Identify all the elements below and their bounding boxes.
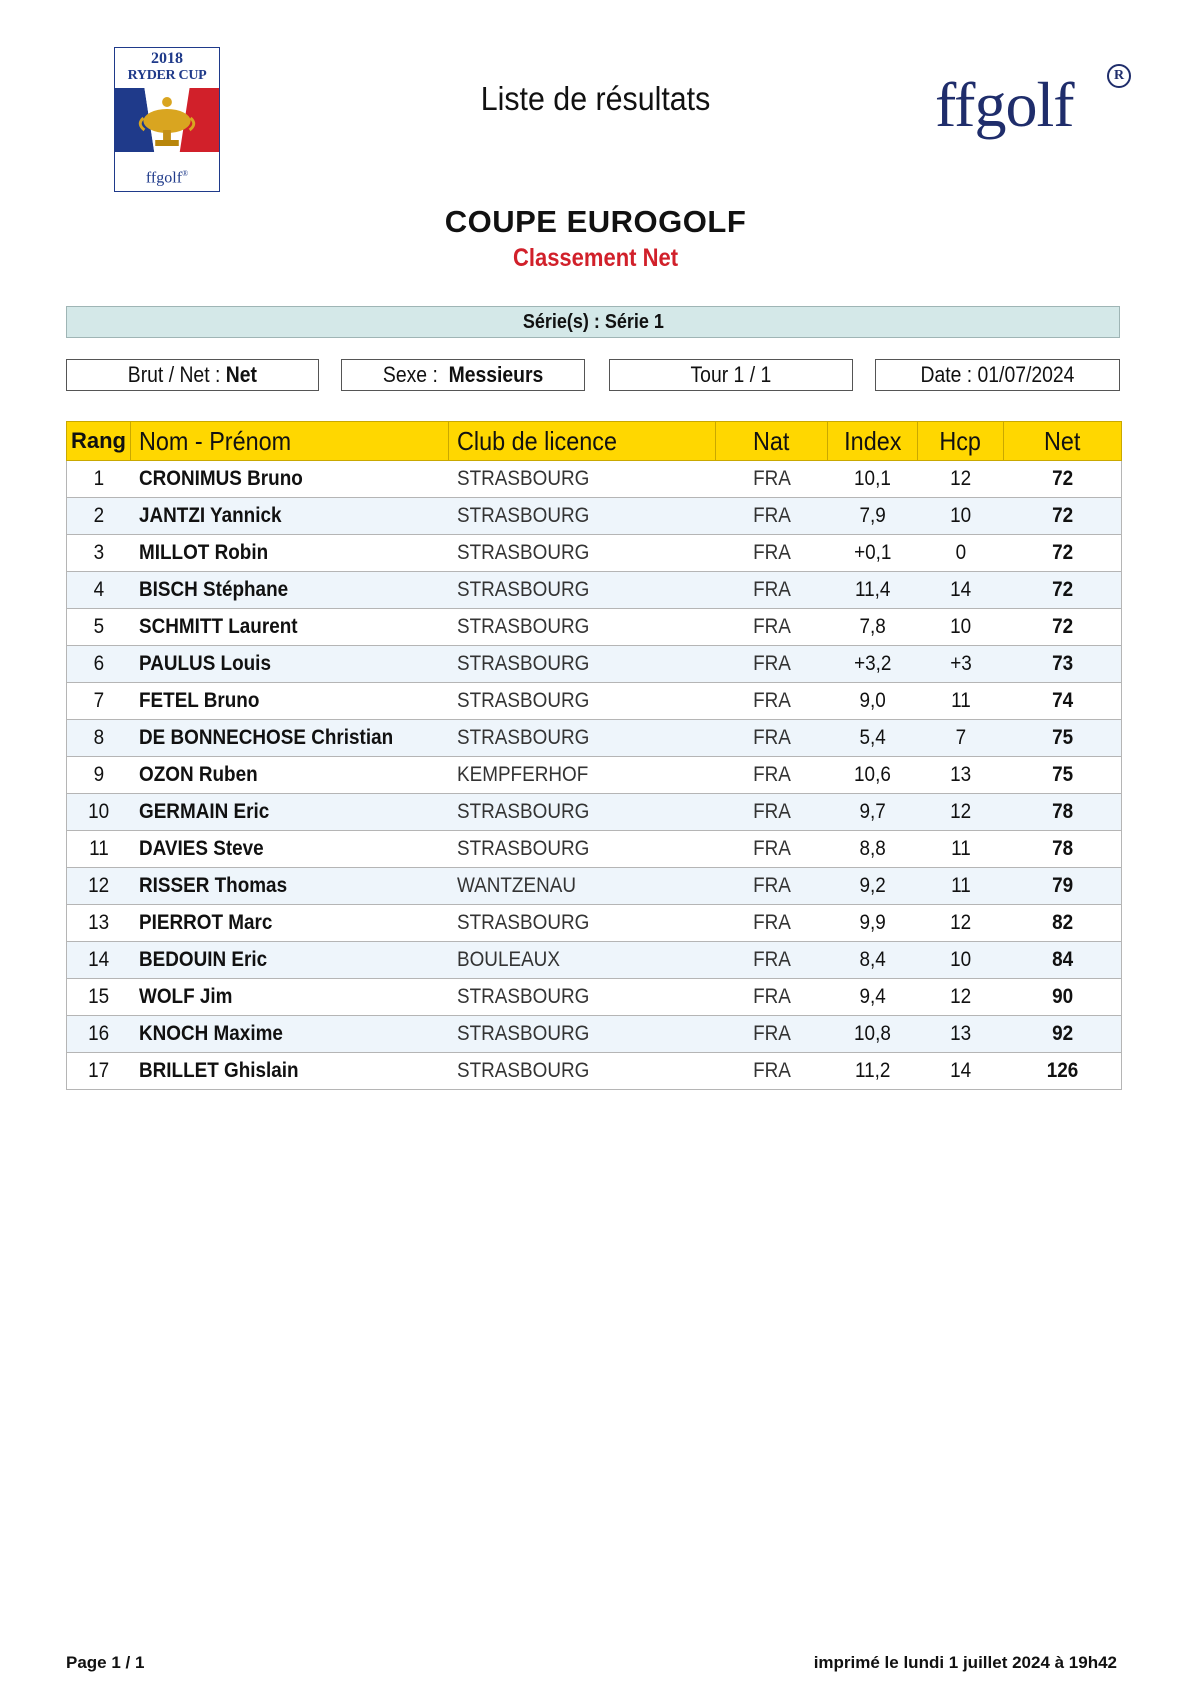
nationality-cell-text: FRA bbox=[752, 541, 791, 564]
player-name-cell-text: DE BONNECHOSE Christian bbox=[138, 726, 393, 749]
handicap-cell bbox=[918, 498, 1004, 535]
club-cell bbox=[449, 498, 716, 535]
header-name-label: Nom - Prénom bbox=[139, 425, 292, 456]
club-cell bbox=[449, 609, 716, 646]
rank-cell-text: 3 bbox=[93, 541, 105, 564]
index-cell bbox=[828, 979, 918, 1016]
table-row bbox=[67, 609, 1122, 646]
nationality-cell bbox=[716, 757, 828, 794]
header-name bbox=[131, 422, 449, 461]
table-row bbox=[67, 720, 1122, 757]
header-net-label: Net bbox=[1044, 425, 1081, 456]
serie-bar bbox=[66, 306, 1120, 338]
net-score-cell bbox=[1004, 683, 1122, 720]
net-score-cell bbox=[1004, 498, 1122, 535]
index-cell-text: 11,4 bbox=[854, 578, 891, 601]
club-cell bbox=[449, 757, 716, 794]
rank-cell bbox=[67, 868, 131, 905]
table-row bbox=[67, 535, 1122, 572]
net-score-cell bbox=[1004, 646, 1122, 683]
rank-cell bbox=[67, 905, 131, 942]
player-name-cell bbox=[131, 720, 449, 757]
net-score-cell bbox=[1004, 979, 1122, 1016]
table-row bbox=[67, 461, 1122, 498]
handicap-cell-text: 13 bbox=[949, 1022, 972, 1045]
handicap-cell-text: 11 bbox=[950, 837, 971, 860]
index-cell bbox=[828, 720, 918, 757]
player-name-cell-text: BRILLET Ghislain bbox=[138, 1059, 299, 1082]
header-nat-label: Nat bbox=[753, 425, 790, 456]
rank-cell bbox=[67, 942, 131, 979]
net-score-cell bbox=[1004, 794, 1122, 831]
header-rang-label: Rang bbox=[71, 428, 126, 453]
club-cell-text: STRASBOURG bbox=[456, 800, 589, 823]
rank-cell bbox=[67, 720, 131, 757]
logo-year: 2018 bbox=[151, 50, 183, 67]
handicap-cell bbox=[918, 461, 1004, 498]
rank-cell-text: 4 bbox=[93, 578, 105, 601]
competition-name: COUPE EUROGOLF bbox=[444, 204, 747, 239]
net-score-cell bbox=[1004, 572, 1122, 609]
table-row bbox=[67, 572, 1122, 609]
handicap-cell-text: 11 bbox=[950, 689, 971, 712]
player-name-cell bbox=[131, 942, 449, 979]
handicap-cell bbox=[918, 868, 1004, 905]
handicap-cell bbox=[918, 1016, 1004, 1053]
player-name-cell-text: BEDOUIN Eric bbox=[138, 948, 267, 971]
club-cell-text: STRASBOURG bbox=[456, 1059, 589, 1082]
page-title: Liste de résultats bbox=[480, 80, 711, 117]
header-hcp-label: Hcp bbox=[939, 425, 982, 456]
net-score-cell-text: 92 bbox=[1051, 1022, 1073, 1045]
player-name-cell-text: DAVIES Steve bbox=[138, 837, 264, 860]
brut-net-label: Brut / Net : bbox=[127, 362, 221, 387]
club-cell-text: STRASBOURG bbox=[456, 1022, 589, 1045]
player-name-cell bbox=[131, 535, 449, 572]
club-cell bbox=[449, 905, 716, 942]
index-cell bbox=[828, 683, 918, 720]
rank-cell bbox=[67, 1053, 131, 1090]
index-cell-text: +3,2 bbox=[853, 652, 892, 675]
net-score-cell-text: 78 bbox=[1051, 800, 1073, 823]
rank-cell-text: 13 bbox=[88, 911, 110, 934]
index-cell-text: 9,4 bbox=[859, 985, 886, 1008]
handicap-cell-text: 10 bbox=[949, 504, 972, 527]
nationality-cell bbox=[716, 720, 828, 757]
date-value: Date : 01/07/2024 bbox=[920, 362, 1075, 387]
player-name-cell-text: SCHMITT Laurent bbox=[138, 615, 298, 638]
index-cell bbox=[828, 498, 918, 535]
handicap-cell-text: 11 bbox=[950, 874, 971, 897]
rank-cell-text: 15 bbox=[88, 985, 110, 1008]
handicap-cell bbox=[918, 572, 1004, 609]
rank-cell bbox=[67, 1016, 131, 1053]
rank-cell bbox=[67, 757, 131, 794]
club-cell bbox=[449, 868, 716, 905]
index-cell-text: 9,9 bbox=[859, 911, 886, 934]
player-name-cell bbox=[131, 646, 449, 683]
player-name-cell-text: CRONIMUS Bruno bbox=[138, 467, 303, 490]
index-cell-text: +0,1 bbox=[853, 541, 892, 564]
club-cell-text: STRASBOURG bbox=[456, 541, 589, 564]
index-cell-text: 10,8 bbox=[854, 1022, 891, 1045]
header-net bbox=[1004, 422, 1122, 461]
index-cell bbox=[828, 831, 918, 868]
net-score-cell-text: 72 bbox=[1051, 467, 1073, 490]
rank-cell bbox=[67, 572, 131, 609]
player-name-cell-text: OZON Ruben bbox=[138, 763, 258, 786]
nationality-cell-text: FRA bbox=[752, 615, 791, 638]
table-row bbox=[67, 683, 1122, 720]
tour-box bbox=[609, 359, 853, 391]
index-cell-text: 9,0 bbox=[859, 689, 886, 712]
club-cell-text: STRASBOURG bbox=[456, 652, 589, 675]
classement-type: Classement Net bbox=[512, 244, 679, 272]
table-row bbox=[67, 794, 1122, 831]
nationality-cell-text: FRA bbox=[752, 837, 791, 860]
club-cell-text: STRASBOURG bbox=[456, 615, 589, 638]
index-cell bbox=[828, 1053, 918, 1090]
index-cell bbox=[828, 868, 918, 905]
handicap-cell bbox=[918, 905, 1004, 942]
rank-cell-text: 12 bbox=[88, 874, 110, 897]
handicap-cell bbox=[918, 942, 1004, 979]
logo-ffgolf-small-text: ffgolf bbox=[145, 169, 183, 186]
index-cell-text: 10,1 bbox=[854, 467, 891, 490]
player-name-cell bbox=[131, 461, 449, 498]
player-name-cell-text: PAULUS Louis bbox=[138, 652, 271, 675]
nationality-cell bbox=[716, 498, 828, 535]
club-cell-text: BOULEAUX bbox=[456, 948, 560, 971]
player-name-cell bbox=[131, 498, 449, 535]
club-cell-text: STRASBOURG bbox=[456, 504, 589, 527]
handicap-cell bbox=[918, 609, 1004, 646]
index-cell-text: 8,8 bbox=[859, 837, 886, 860]
ryder-cup-logo bbox=[114, 47, 220, 192]
player-name-cell bbox=[131, 1016, 449, 1053]
sexe-label: Sexe : bbox=[382, 362, 438, 387]
handicap-cell-text: 12 bbox=[949, 911, 972, 934]
table-row bbox=[67, 498, 1122, 535]
net-score-cell-text: 84 bbox=[1051, 948, 1073, 971]
header-rang bbox=[67, 422, 131, 461]
club-cell-text: STRASBOURG bbox=[456, 985, 589, 1008]
ffgolf-logo-text: ffgolf bbox=[935, 69, 1074, 140]
club-cell-text: STRASBOURG bbox=[456, 689, 589, 712]
club-cell bbox=[449, 942, 716, 979]
nationality-cell bbox=[716, 979, 828, 1016]
sexe-box bbox=[341, 359, 585, 391]
index-cell-text: 5,4 bbox=[859, 726, 886, 749]
handicap-cell bbox=[918, 720, 1004, 757]
index-cell-text: 10,6 bbox=[854, 763, 891, 786]
nationality-cell-text: FRA bbox=[752, 763, 791, 786]
brut-net-box bbox=[66, 359, 319, 391]
registered-mark-icon: R bbox=[1107, 64, 1131, 88]
results-table bbox=[66, 421, 1122, 1090]
club-cell-text: STRASBOURG bbox=[456, 911, 589, 934]
club-cell bbox=[449, 1016, 716, 1053]
club-cell bbox=[449, 720, 716, 757]
nationality-cell-text: FRA bbox=[752, 800, 791, 823]
club-cell-text: STRASBOURG bbox=[456, 726, 589, 749]
club-cell-text: WANTZENAU bbox=[456, 874, 576, 897]
nationality-cell-text: FRA bbox=[752, 911, 791, 934]
rank-cell-text: 1 bbox=[93, 467, 105, 490]
nationality-cell bbox=[716, 1053, 828, 1090]
rank-cell bbox=[67, 646, 131, 683]
club-cell bbox=[449, 535, 716, 572]
nationality-cell bbox=[716, 905, 828, 942]
handicap-cell bbox=[918, 646, 1004, 683]
rank-cell-text: 7 bbox=[93, 689, 105, 712]
rank-cell bbox=[67, 683, 131, 720]
nationality-cell-text: FRA bbox=[752, 689, 791, 712]
index-cell bbox=[828, 757, 918, 794]
net-score-cell-text: 75 bbox=[1051, 763, 1073, 786]
nationality-cell bbox=[716, 794, 828, 831]
net-score-cell-text: 126 bbox=[1046, 1059, 1079, 1082]
nationality-cell-text: FRA bbox=[752, 726, 791, 749]
rank-cell-text: 6 bbox=[93, 652, 105, 675]
table-row bbox=[67, 646, 1122, 683]
index-cell-text: 9,7 bbox=[859, 800, 886, 823]
date-box bbox=[875, 359, 1120, 391]
table-row bbox=[67, 979, 1122, 1016]
index-cell bbox=[828, 646, 918, 683]
handicap-cell-text: 12 bbox=[949, 467, 972, 490]
net-score-cell-text: 90 bbox=[1051, 985, 1073, 1008]
print-timestamp: imprimé le lundi 1 juillet 2024 à 19h42 bbox=[813, 1653, 1117, 1672]
player-name-cell-text: WOLF Jim bbox=[138, 985, 232, 1008]
table-row bbox=[67, 942, 1122, 979]
handicap-cell-text: 13 bbox=[949, 763, 972, 786]
logo-ffgolf-small-mark: ® bbox=[182, 168, 189, 178]
page-number: Page 1 / 1 bbox=[66, 1653, 145, 1672]
club-cell bbox=[449, 831, 716, 868]
table-row bbox=[67, 905, 1122, 942]
net-score-cell-text: 72 bbox=[1051, 578, 1073, 601]
table-row bbox=[67, 1053, 1122, 1090]
index-cell bbox=[828, 942, 918, 979]
rank-cell bbox=[67, 794, 131, 831]
rank-cell-text: 10 bbox=[88, 800, 110, 823]
index-cell-text: 9,2 bbox=[859, 874, 886, 897]
club-cell bbox=[449, 646, 716, 683]
player-name-cell bbox=[131, 905, 449, 942]
player-name-cell bbox=[131, 794, 449, 831]
net-score-cell-text: 72 bbox=[1051, 541, 1073, 564]
table-header-row bbox=[67, 422, 1122, 461]
handicap-cell-text: 0 bbox=[955, 541, 966, 564]
player-name-cell bbox=[131, 757, 449, 794]
player-name-cell-text: GERMAIN Eric bbox=[138, 800, 269, 823]
nationality-cell-text: FRA bbox=[752, 948, 791, 971]
net-score-cell bbox=[1004, 831, 1122, 868]
player-name-cell-text: KNOCH Maxime bbox=[138, 1022, 283, 1045]
player-name-cell-text: RISSER Thomas bbox=[138, 874, 287, 897]
player-name-cell bbox=[131, 831, 449, 868]
handicap-cell-text: +3 bbox=[949, 652, 972, 675]
serie-label: Série(s) : Série 1 bbox=[522, 311, 664, 333]
logo-ffgolf-small bbox=[115, 169, 219, 187]
logo-ryder-cup-text: RYDER CUP bbox=[127, 68, 207, 83]
player-name-cell-text: FETEL Bruno bbox=[138, 689, 259, 712]
rank-cell-text: 8 bbox=[93, 726, 105, 749]
player-name-cell bbox=[131, 868, 449, 905]
index-cell bbox=[828, 461, 918, 498]
nationality-cell bbox=[716, 868, 828, 905]
nationality-cell-text: FRA bbox=[752, 467, 791, 490]
club-cell bbox=[449, 979, 716, 1016]
header-nat bbox=[716, 422, 828, 461]
nationality-cell-text: FRA bbox=[752, 1022, 791, 1045]
handicap-cell-text: 10 bbox=[949, 948, 972, 971]
net-score-cell-text: 72 bbox=[1051, 615, 1073, 638]
index-cell bbox=[828, 535, 918, 572]
net-score-cell bbox=[1004, 1016, 1122, 1053]
handicap-cell-text: 7 bbox=[955, 726, 966, 749]
handicap-cell-text: 10 bbox=[949, 615, 972, 638]
net-score-cell bbox=[1004, 905, 1122, 942]
club-cell bbox=[449, 794, 716, 831]
rank-cell bbox=[67, 979, 131, 1016]
rank-cell bbox=[67, 498, 131, 535]
nationality-cell bbox=[716, 461, 828, 498]
net-score-cell bbox=[1004, 1053, 1122, 1090]
club-cell-text: STRASBOURG bbox=[456, 578, 589, 601]
player-name-cell bbox=[131, 572, 449, 609]
club-cell bbox=[449, 1053, 716, 1090]
rank-cell bbox=[67, 609, 131, 646]
header-index bbox=[828, 422, 918, 461]
nationality-cell bbox=[716, 535, 828, 572]
index-cell-text: 11,2 bbox=[854, 1059, 891, 1082]
nationality-cell-text: FRA bbox=[752, 578, 791, 601]
index-cell bbox=[828, 905, 918, 942]
handicap-cell bbox=[918, 979, 1004, 1016]
player-name-cell-text: MILLOT Robin bbox=[138, 541, 268, 564]
index-cell-text: 7,8 bbox=[859, 615, 886, 638]
net-score-cell-text: 78 bbox=[1051, 837, 1073, 860]
header-club bbox=[449, 422, 716, 461]
rank-cell-text: 5 bbox=[93, 615, 105, 638]
nationality-cell bbox=[716, 572, 828, 609]
player-name-cell bbox=[131, 683, 449, 720]
handicap-cell-text: 12 bbox=[949, 985, 972, 1008]
net-score-cell-text: 74 bbox=[1051, 689, 1073, 712]
handicap-cell bbox=[918, 683, 1004, 720]
net-score-cell-text: 79 bbox=[1051, 874, 1073, 897]
net-score-cell bbox=[1004, 461, 1122, 498]
header-hcp bbox=[918, 422, 1004, 461]
index-cell bbox=[828, 1016, 918, 1053]
player-name-cell-text: PIERROT Marc bbox=[138, 911, 272, 934]
handicap-cell bbox=[918, 535, 1004, 572]
net-score-cell bbox=[1004, 720, 1122, 757]
net-score-cell-text: 73 bbox=[1051, 652, 1073, 675]
handicap-cell bbox=[918, 757, 1004, 794]
rank-cell-text: 2 bbox=[93, 504, 105, 527]
nationality-cell-text: FRA bbox=[752, 985, 791, 1008]
rank-cell-text: 14 bbox=[88, 948, 110, 971]
handicap-cell-text: 14 bbox=[949, 1059, 972, 1082]
nationality-cell bbox=[716, 831, 828, 868]
nationality-cell-text: FRA bbox=[752, 504, 791, 527]
rank-cell-text: 9 bbox=[93, 763, 105, 786]
player-name-cell bbox=[131, 979, 449, 1016]
sexe-value: Messieurs bbox=[448, 362, 544, 387]
ffgolf-logo bbox=[935, 60, 1135, 150]
table-row bbox=[67, 757, 1122, 794]
table-row bbox=[67, 831, 1122, 868]
handicap-cell-text: 12 bbox=[949, 800, 972, 823]
club-cell-text: KEMPFERHOF bbox=[456, 763, 588, 786]
rank-cell-text: 16 bbox=[88, 1022, 110, 1045]
nationality-cell bbox=[716, 1016, 828, 1053]
club-cell-text: STRASBOURG bbox=[456, 837, 589, 860]
index-cell bbox=[828, 572, 918, 609]
nationality-cell bbox=[716, 646, 828, 683]
player-name-cell bbox=[131, 1053, 449, 1090]
handicap-cell-text: 14 bbox=[949, 578, 972, 601]
index-cell bbox=[828, 609, 918, 646]
nationality-cell bbox=[716, 609, 828, 646]
rank-cell-text: 11 bbox=[88, 837, 109, 860]
nationality-cell-text: FRA bbox=[752, 652, 791, 675]
rank-cell bbox=[67, 461, 131, 498]
rank-cell-text: 17 bbox=[88, 1059, 110, 1082]
player-name-cell-text: JANTZI Yannick bbox=[138, 504, 282, 527]
net-score-cell-text: 82 bbox=[1051, 911, 1073, 934]
nationality-cell-text: FRA bbox=[752, 874, 791, 897]
handicap-cell bbox=[918, 831, 1004, 868]
header-club-label: Club de licence bbox=[457, 425, 618, 456]
net-score-cell bbox=[1004, 757, 1122, 794]
player-name-cell-text: BISCH Stéphane bbox=[138, 578, 288, 601]
net-score-cell bbox=[1004, 868, 1122, 905]
net-score-cell bbox=[1004, 942, 1122, 979]
rank-cell bbox=[67, 831, 131, 868]
index-cell-text: 8,4 bbox=[859, 948, 886, 971]
brut-net-value: Net bbox=[225, 362, 258, 387]
tour-value: Tour 1 / 1 bbox=[690, 362, 772, 387]
table-row bbox=[67, 1016, 1122, 1053]
net-score-cell-text: 72 bbox=[1051, 504, 1073, 527]
nationality-cell bbox=[716, 683, 828, 720]
player-name-cell bbox=[131, 609, 449, 646]
club-cell bbox=[449, 461, 716, 498]
nationality-cell bbox=[716, 942, 828, 979]
club-cell bbox=[449, 572, 716, 609]
nationality-cell-text: FRA bbox=[752, 1059, 791, 1082]
club-cell-text: STRASBOURG bbox=[456, 467, 589, 490]
table-row bbox=[67, 868, 1122, 905]
net-score-cell bbox=[1004, 609, 1122, 646]
header-index-label: Index bbox=[843, 425, 902, 456]
net-score-cell bbox=[1004, 535, 1122, 572]
index-cell-text: 7,9 bbox=[859, 504, 886, 527]
rank-cell bbox=[67, 535, 131, 572]
net-score-cell-text: 75 bbox=[1051, 726, 1073, 749]
handicap-cell bbox=[918, 794, 1004, 831]
index-cell bbox=[828, 794, 918, 831]
handicap-cell bbox=[918, 1053, 1004, 1090]
club-cell bbox=[449, 683, 716, 720]
